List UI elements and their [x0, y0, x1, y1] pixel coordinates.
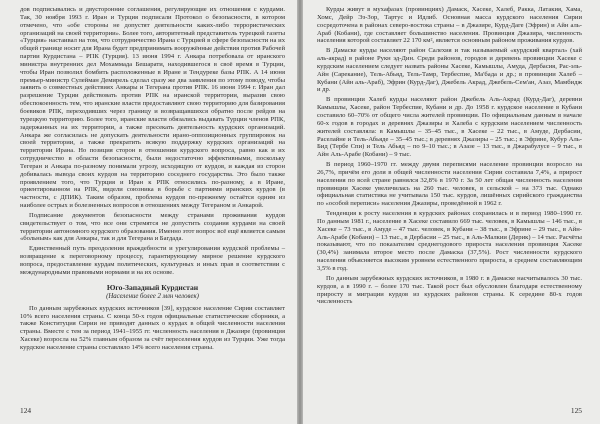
section-heading: Юго-Западный Курдистан	[106, 282, 199, 292]
right-page	[303, 0, 600, 424]
right-paragraph-5: Тенденция к росту населения в курдских районах сохранилась и в период 1980–1990 гг. По данным 1981 г., население в Хасеке составило 669 тыс. человек, в Камышлы – 146 тыс., в Хасеке – 73 тыс., в Амуде – 47 тыс. человек, в Кубани – 38 тыс., в Эфрине – 29 тыс., в Айн-Аль-Арабе (Кобани) – 13 тыс., в Дербасии – 25 тыс., в Аль-Малкии (Дерик) – 14 тыс. Расчёты показывают, что по показателям среднегодового прироста населения провинция Хасеке (30,4%) занимала второе место после Дамаска (37,5%). Рост численности курдского населения объясняется высоким уровнем естественного прироста, в среднем составляющим 3,5% в год.	[317, 210, 582, 272]
left-paragraph-3: Единственный путь преодоления враждебности и урегулирования курдской проблемы – возвращение к переговорному процессу, гарантирующему мирное решение курдского вопроса, предоставление курдам политических, культурных и иных прав в соответствии с международными правовыми нормами и на их основе.	[20, 245, 285, 276]
left-page	[0, 0, 297, 424]
right-paragraph-4: В период 1960–1970 гг. между двумя переписями население провинции возросло на 26,7%, причём его доля в общей численности населения Сирии составила 7,4%, а прирост населения по всей стране равнялся 32,8% в 1970 г. За 50 лет общая численность населения провинции Хасеке увеличилась на 260 тыс. человек, в сельской – на 373 тыс. Однако официальная статистика не учитывала 150 тыс. курдов, лишённых сирийского гражданства по «особой переписи» населения Джазиры, проведённой в 1962 г.	[317, 161, 582, 208]
left-paragraph-4: По данным зарубежных курдских источников [39], курдское население Сирии составляет 10% всего населения страны. С конца 50-х годов официальные статистические сборники, а также Конституция Сирии не приводят данных о курдах в общей численности населения страны. Вместе с тем за период 1941–1955 гг. численность населения в Джазире (провинция Хасеке) возросла на 52% главным образом за счёт переселения курдов из Турции. Уже тогда курдское население страны составляло 14% всего населения страны.	[20, 304, 285, 351]
right-paragraph-2: В Дамаске курды населяют район Салехия и так называемый «курдский квартал» (хай аль-акрад) в районе Рукн эд-Дин. Среди районов, городов и деревень провинции Хасеке с курдским населением следует назвать районы Хасеке, Камышлы, Амуда, Дербасия, Рас-эль-Айн (Сарекание), Тель-Абьяд, Тель-Тамр, Тербеспие, Ма'бада и др.; в провинции Халеб – Кубани (Айн аль-Араб), Эфрин (Курд-Даг), Джебель Акрад, Джебель-Сем'ан, Азаз, Мамбидж и др.	[317, 47, 582, 94]
right-paragraph-6: По данным зарубежных курдских источников, в 1980 г. в Дамаске насчитывалось 30 тыс. курдов, а в 1990 г. – более 170 тыс. Такой рост был обусловлен благодаря естественному приросту и миграции курдов из курдских районов страны. К середине 80-х годов численность	[317, 274, 582, 306]
right-paragraph-1: Курды живут в мухафазах (провинциях) Дамаск, Хасеке, Халеб, Ракка, Латакия, Хама, Хомс, Дейр Эз-Зор, Тартус и Идлиб. Основная масса курдского населения Сирии сосредоточена в районах северо-востока страны – в Джазире, Курд-Даге (Эфрин) и Айн аль-Араб (Кобани), где составляет большинство населения. Провинция Джазира, численность населения которой составляет 22 170 км², является основным районом проживания курдов.	[317, 6, 582, 45]
right-page-text	[317, 6, 582, 306]
page-number-right: 125	[570, 406, 582, 415]
section-subheading: (Население более 2 млн человек)	[106, 292, 199, 300]
left-page-text	[20, 6, 285, 352]
left-paragraph-1: дов подписывались и двусторонние соглашения, регулирующие их отношения с курдами. Так, 30 ноября 1993 г. Иран и Турция подписали Протокол о безопасности, в котором отмечено, что «обе стороны не допустят деятельности каких-либо террористических организаций на своей территории». Более того, авторитетный представитель турецкой газеты «Турция» настаивал на том, что сотрудничество Ирана с Турцией в сфере безопасности на их общей границе носит для Ирана будет предпринимать вооружённые действия против Рабочей партии Курдистана – РПК (Турция). 13 июня 1994 г. Анкара потребовала от иранского министра внутренних дел Мохаммада Бешарати, находившегося в своё время в Турции, чтобы Иран позволил бомбить расположенные в Иране и Тендуреке базы РПК. А 14 июня премьер-министр Сулейман Демирель сделал сразу же два заявления по этому поводу, чтобы заявить о совместных действиях Анкары и Тегерана против РПК. 16 июня 1994 г. Иран дал разрешение Турции действовать против РПК на иранской территории, выразив свою обеспокоенность тем, что иранские власти предоставляют свою территорию для базирования боевиков РПК, переходивших через границу и возвращавшихся обратно после рейдов на турецкую территорию. Более того, иранские власти обязались выдавать Турции членов РПК, задержанных на их территории, а также пресекать деятельность курдских организаций. Анкара же согласилась не допускать деятельности ирано-оппозиционных группировок на своей территории, а также прекратить всякую поддержку курдских организаций на территории Ирана. Но позиция сторон в отношении курдского вопроса, равно как и их сотрудничество в области безопасности, были недостаточно эффективными, поскольку Тегеран и Анкара по-разному понимали угрозу, исходящую от курдов, и каждая из сторон добивалась вывода своих курдов на территорию соседнего государства. Это было также проявлением того, что Турция и Иран к РПК относились по-разному, а в Иране, ориентированном на РПК, видели союзника в борьбе с партиями иранских курдов (в частности, с ДПИК). Таким образом, проблема курдов по-прежнему остаётся одним из наиболее острых и болезненных вопросов в отношениях между Тегераном и Анкарой.	[20, 6, 285, 210]
left-paragraph-2: Подписание документов безопасности между странами проживания курдов свидетельствует о том, что все они стремятся не допустить создания курдами на своей территории автономного курдского образования. Именно этот вопрос всё ещё является самым «больным» как для Анкары, так и для Тегерана и Багдада.	[20, 211, 286, 243]
page-number-left: 124	[20, 406, 32, 415]
right-paragraph-3: В провинции Халеб курды населяют район Джебель Аль-Акрад (Курд-Даг), деревни Камышлы, Хасеке, район Тербеспие, Кубани и др. До 1958 г. курдское население в Кубани составило 60–70% от общего числа жителей провинции. По официальным данным в начале 60-х годов в городах и деревнях Джазиры и Халеба с курдским населением численность жителей составляла: в Камышлы – 35–45 тыс., в Хасеке – 22 тыс., в Амуде, Дербасии, Раселайне и Тель-Абьяде – 35–45 тыс.; в деревнях Джазиры – 25 тыс.; в Эфрине, Кубур Аль-Бид (Тербе Спи) и Тель Абьяд – по 9–10 тыс.; в Азазе – 13 тыс., в Джарабулусе – 9 тыс., в Айн Аль-Арабе (Кобани) – 9 тыс.	[317, 96, 582, 159]
